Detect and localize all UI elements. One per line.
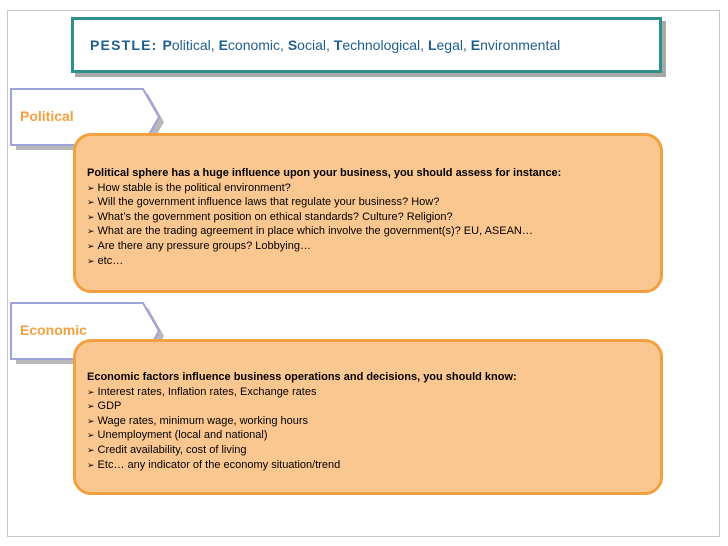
title-factor (428, 37, 467, 53)
arrow-bullet-icon: ➢ (87, 255, 95, 266)
title-factor (219, 37, 284, 53)
list-item-text: How stable is the political environment? (97, 181, 291, 194)
slide-title (71, 17, 662, 73)
arrow-bullet-icon: ➢ (87, 459, 95, 470)
title-factor-rest: olitical (171, 37, 211, 53)
list-item (87, 399, 660, 414)
list-item-text: What are the trading agreement in place which involve the government(s)? EU, ASEAN… (97, 225, 533, 238)
list-item (87, 254, 660, 269)
list-item (87, 458, 660, 473)
list-item (87, 428, 660, 443)
arrow-bullet-icon: ➢ (87, 226, 95, 237)
list-item (87, 181, 660, 196)
arrow-bullet-icon: ➢ (87, 430, 95, 441)
title-factor-separator: , (325, 37, 330, 53)
title-factor (288, 37, 330, 53)
arrow-bullet-icon: ➢ (87, 182, 95, 193)
list-item-text: Interest rates, Inflation rates, Exchange rates (97, 385, 317, 398)
list-item-text: GDP (97, 400, 122, 413)
list-item (87, 239, 660, 254)
list-item (87, 414, 660, 429)
title-lead: PESTLE: (90, 37, 158, 53)
title-factor-initial: P (162, 37, 172, 53)
list-item-text: Etc… any indicator of the economy situation/trend (97, 458, 341, 471)
title-factor-rest: egal (436, 37, 463, 53)
arrow-bullet-icon: ➢ (87, 401, 95, 412)
list-item-text: What’s the government position on ethical standards? Culture? Religion? (97, 210, 453, 223)
title-factor-initial: S (287, 37, 298, 53)
title-factor-rest: ocial (297, 37, 326, 53)
arrow-bullet-icon: ➢ (87, 415, 95, 426)
economic-heading: Economic factors influence business operations and decisions, you should know: (87, 371, 517, 383)
title-factor-rest: echnological (342, 37, 421, 53)
list-item-text: Are there any pressure groups? Lobbying… (97, 239, 311, 252)
title-factors (163, 37, 561, 53)
arrow-bullet-icon: ➢ (87, 386, 95, 397)
title-factor (471, 37, 561, 53)
list-item-text: Unemployment (local and national) (97, 429, 268, 442)
list-item (87, 385, 660, 400)
title-factor-separator: , (420, 37, 425, 53)
political-heading: Political sphere has a huge influence upon your business, you should assess for instance: (87, 167, 562, 179)
arrow-bullet-icon: ➢ (87, 211, 95, 222)
title-factor (334, 37, 424, 53)
list-item-text: Will the government influence laws that regulate your business? How? (97, 196, 440, 209)
economic-tag-label: Economic (20, 322, 87, 338)
arrow-bullet-icon: ➢ (87, 197, 95, 208)
title-factor-separator: , (210, 37, 215, 53)
political-tag-label: Political (20, 108, 74, 124)
title-factor-initial: E (470, 37, 481, 53)
list-item-text: Wage rates, minimum wage, working hours (97, 414, 309, 427)
list-item (87, 195, 660, 210)
title-factor-rest: nvironmental (480, 37, 561, 53)
arrow-bullet-icon: ➢ (87, 240, 95, 251)
political-list (87, 181, 660, 269)
list-item (87, 443, 660, 458)
title-factor-initial: L (427, 37, 437, 53)
political-content-box (73, 133, 663, 293)
list-item-text: etc… (97, 254, 124, 267)
title-factor-rest: conomic (227, 37, 281, 53)
title-factor (163, 37, 215, 53)
list-item (87, 210, 660, 225)
arrow-bullet-icon: ➢ (87, 444, 95, 455)
list-item (87, 224, 660, 239)
list-item-text: Credit availability, cost of living (97, 443, 247, 456)
title-factor-initial: E (218, 37, 228, 53)
economic-list (87, 385, 660, 473)
title-factor-separator: , (462, 37, 467, 53)
title-factor-separator: , (280, 37, 284, 53)
economic-content-box (73, 339, 663, 495)
title-factor-initial: T (333, 37, 343, 53)
